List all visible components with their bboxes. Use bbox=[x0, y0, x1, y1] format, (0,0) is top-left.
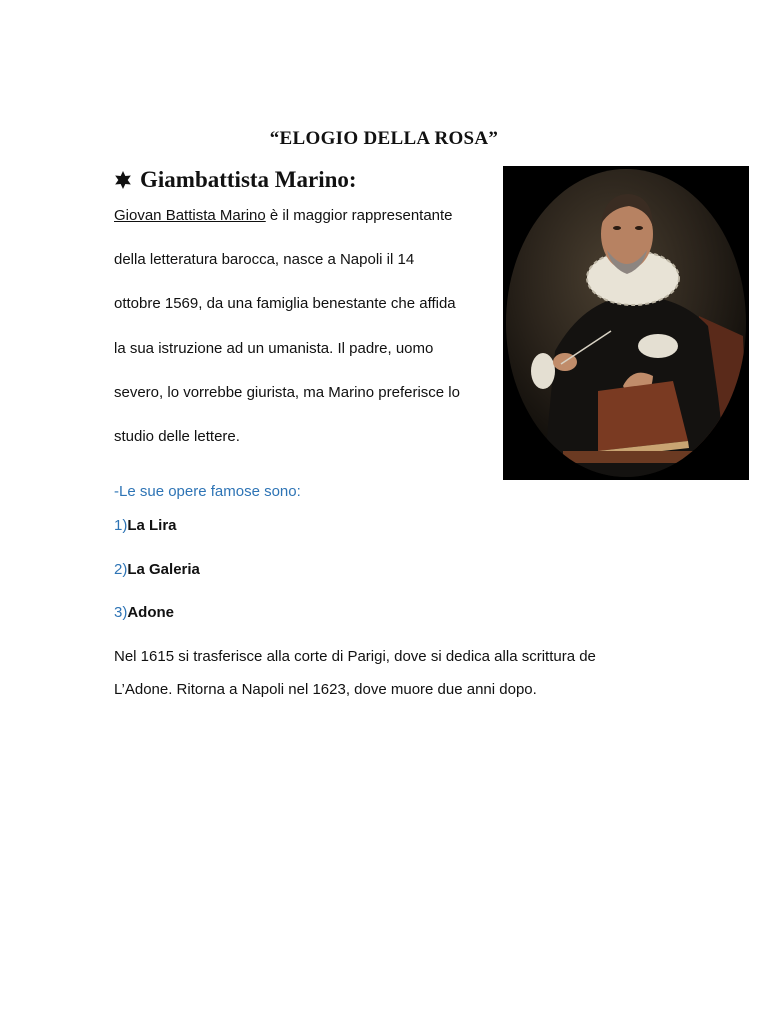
star-bullet-icon bbox=[114, 171, 132, 189]
intro-line-1-rest: è il maggior rappresentante bbox=[265, 207, 453, 224]
author-name-link[interactable]: Giovan Battista Marino bbox=[114, 207, 266, 224]
section-heading bbox=[114, 167, 357, 193]
intro-line-5: severo, lo vorrebbe giurista, ma Marino preferisce lo bbox=[114, 384, 460, 401]
intro-line-1 bbox=[114, 207, 453, 224]
works-intro: -Le sue opere famose sono: bbox=[114, 483, 301, 500]
work-item bbox=[114, 604, 174, 621]
document-title: “ELOGIO DELLA ROSA” bbox=[269, 128, 499, 149]
work-item-number: 3) bbox=[114, 604, 128, 621]
closing-line-2: L’Adone. Ritorna a Napoli nel 1623, dove muore due anni dopo. bbox=[114, 681, 537, 698]
closing-line-1: Nel 1615 si trasferisce alla corte di Parigi, dove si dedica alla scrittura de bbox=[114, 648, 596, 665]
work-item-number: 2) bbox=[114, 561, 128, 578]
intro-line-6: studio delle lettere. bbox=[114, 428, 240, 445]
section-heading-text: Giambattista Marino: bbox=[140, 167, 357, 192]
work-item-title: Adone bbox=[127, 604, 175, 621]
intro-line-4: la sua istruzione ad un umanista. Il padre, uomo bbox=[114, 340, 434, 357]
work-item bbox=[114, 517, 177, 534]
work-item-title: La Galeria bbox=[127, 561, 200, 578]
work-item-title: La Lira bbox=[127, 517, 177, 534]
author-portrait bbox=[503, 166, 749, 480]
intro-line-2: della letteratura barocca, nasce a Napoli il 14 bbox=[114, 251, 415, 268]
intro-line-3: ottobre 1569, da una famiglia benestante che affida bbox=[114, 295, 456, 312]
work-item-number: 1) bbox=[114, 517, 128, 534]
work-item bbox=[114, 561, 200, 578]
